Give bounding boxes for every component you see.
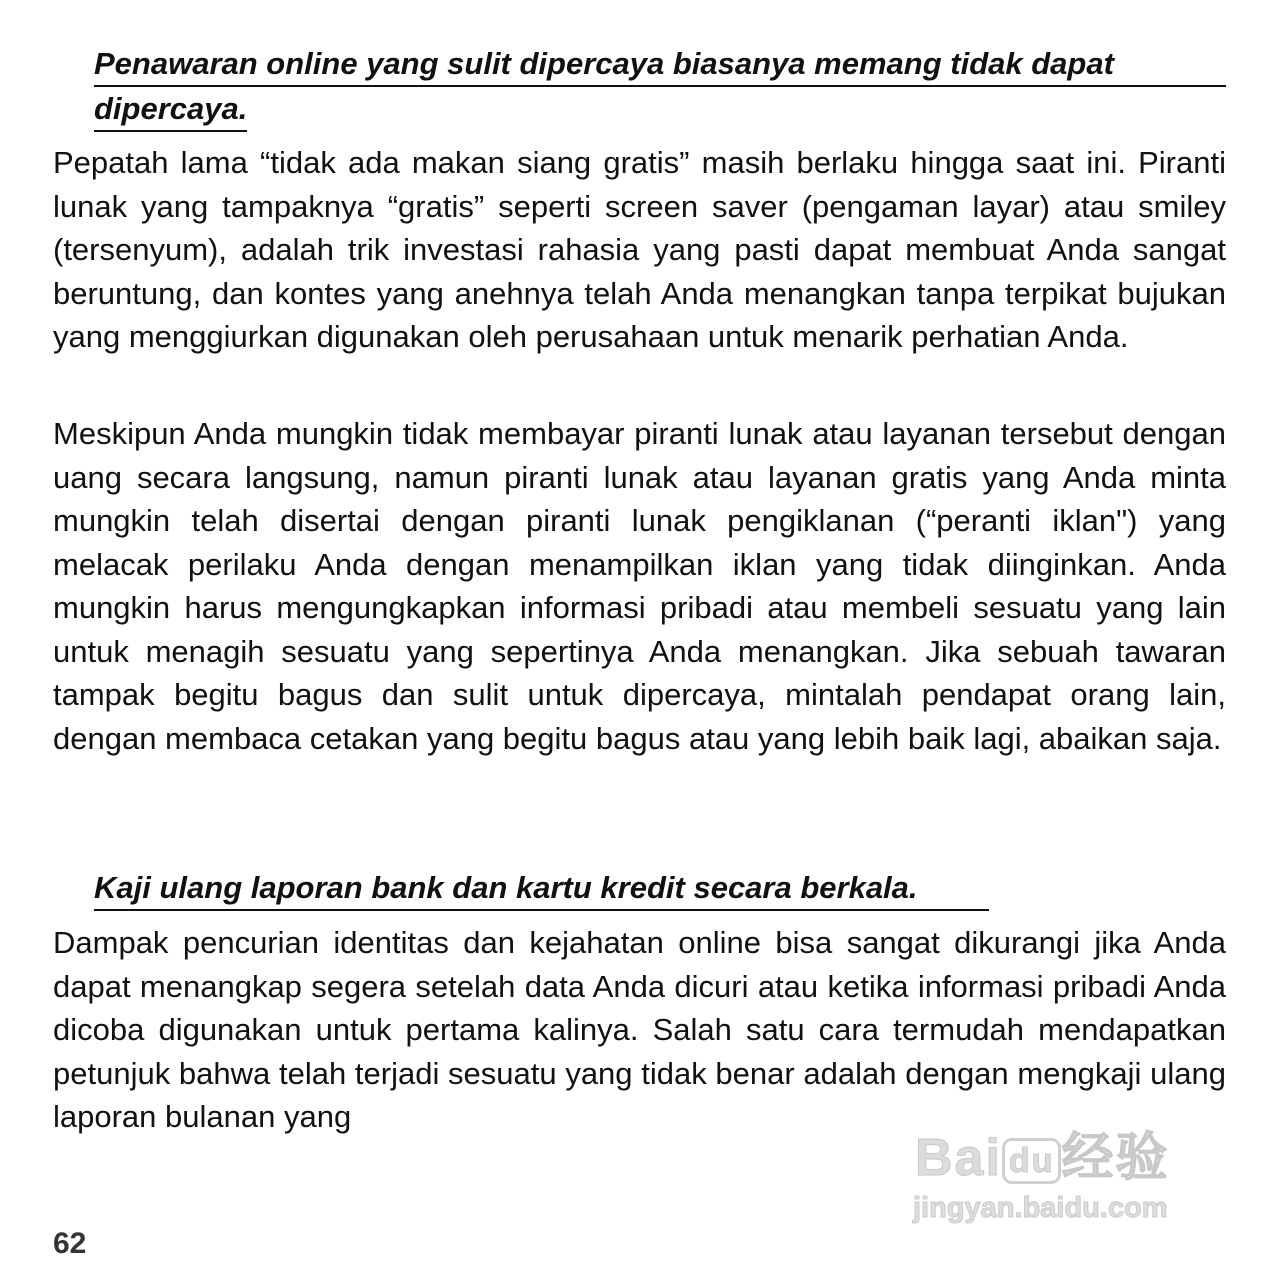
section-heading-online-offers [94, 42, 1226, 132]
paragraph-free-lunch: Pepatah lama “tidak ada makan siang gratis” masih berlaku hingga saat ini. Piranti lunak yang tampaknya “gratis” seperti screen saver (pengaman layar) atau smiley (tersenyum), adalah trik investasi rahasia yang pasti dapat membuat Anda sangat beruntung, dan kontes yang anehnya telah Anda menangkan tanpa terpikat bujukan yang menggiurkan digunakan oleh perusahaan untuk menarik perhatian Anda. [53, 145, 1226, 354]
watermark-logo-bai: Bai [915, 1129, 1002, 1187]
section-heading-review-statements: Kaji ulang laporan bank dan kartu kredit secara berkala. [94, 866, 989, 911]
baidu-logo-icon [915, 1128, 1169, 1188]
page-number: 62 [53, 1227, 87, 1260]
watermark-logo-du: du [1002, 1138, 1062, 1184]
watermark-logo-jingyan: 经验 [1061, 1129, 1170, 1187]
paragraph-identity-theft: Dampak pencurian identitas dan kejahatan online bisa sangat dikurangi jika Anda dapat menangkap segera setelah data Anda dicuri atau ketika informasi pribadi Anda dicoba digunakan untuk pertama kalinya. Salah satu cara termudah mendapatkan petunjuk bahwa telah terjadi sesuatu yang tidak benar adalah dengan mengkaji ulang laporan bulanan yang [53, 925, 1226, 1134]
paragraph-adware: Meskipun Anda mungkin tidak membayar piranti lunak atau layanan tersebut dengan uang secara langsung, namun piranti lunak atau layanan gratis yang Anda minta mungkin telah disertai dengan piranti lunak pengiklanan (“peranti iklan") yang melacak perilaku Anda dengan menampilkan iklan yang tidak diinginkan. Anda mungkin harus mengungkapkan informasi pribadi atau membeli sesuatu yang lain untuk menagih sesuatu yang sepertinya Anda menangkan. Jika sebuah tawaran tampak begitu bagus dan sulit untuk dipercaya, mintalah pendapat orang lain, dengan membaca cetakan yang begitu bagus atau yang lebih baik lagi, abaikan saja. [53, 416, 1226, 756]
baidu-watermark [905, 1128, 1205, 1233]
watermark-site: jingyan.baidu.com [913, 1192, 1168, 1224]
section-heading-line-1: Penawaran online yang sulit dipercaya biasanya memang tidak dapat [94, 42, 1226, 87]
section-heading-line-2: dipercaya. [94, 87, 247, 132]
